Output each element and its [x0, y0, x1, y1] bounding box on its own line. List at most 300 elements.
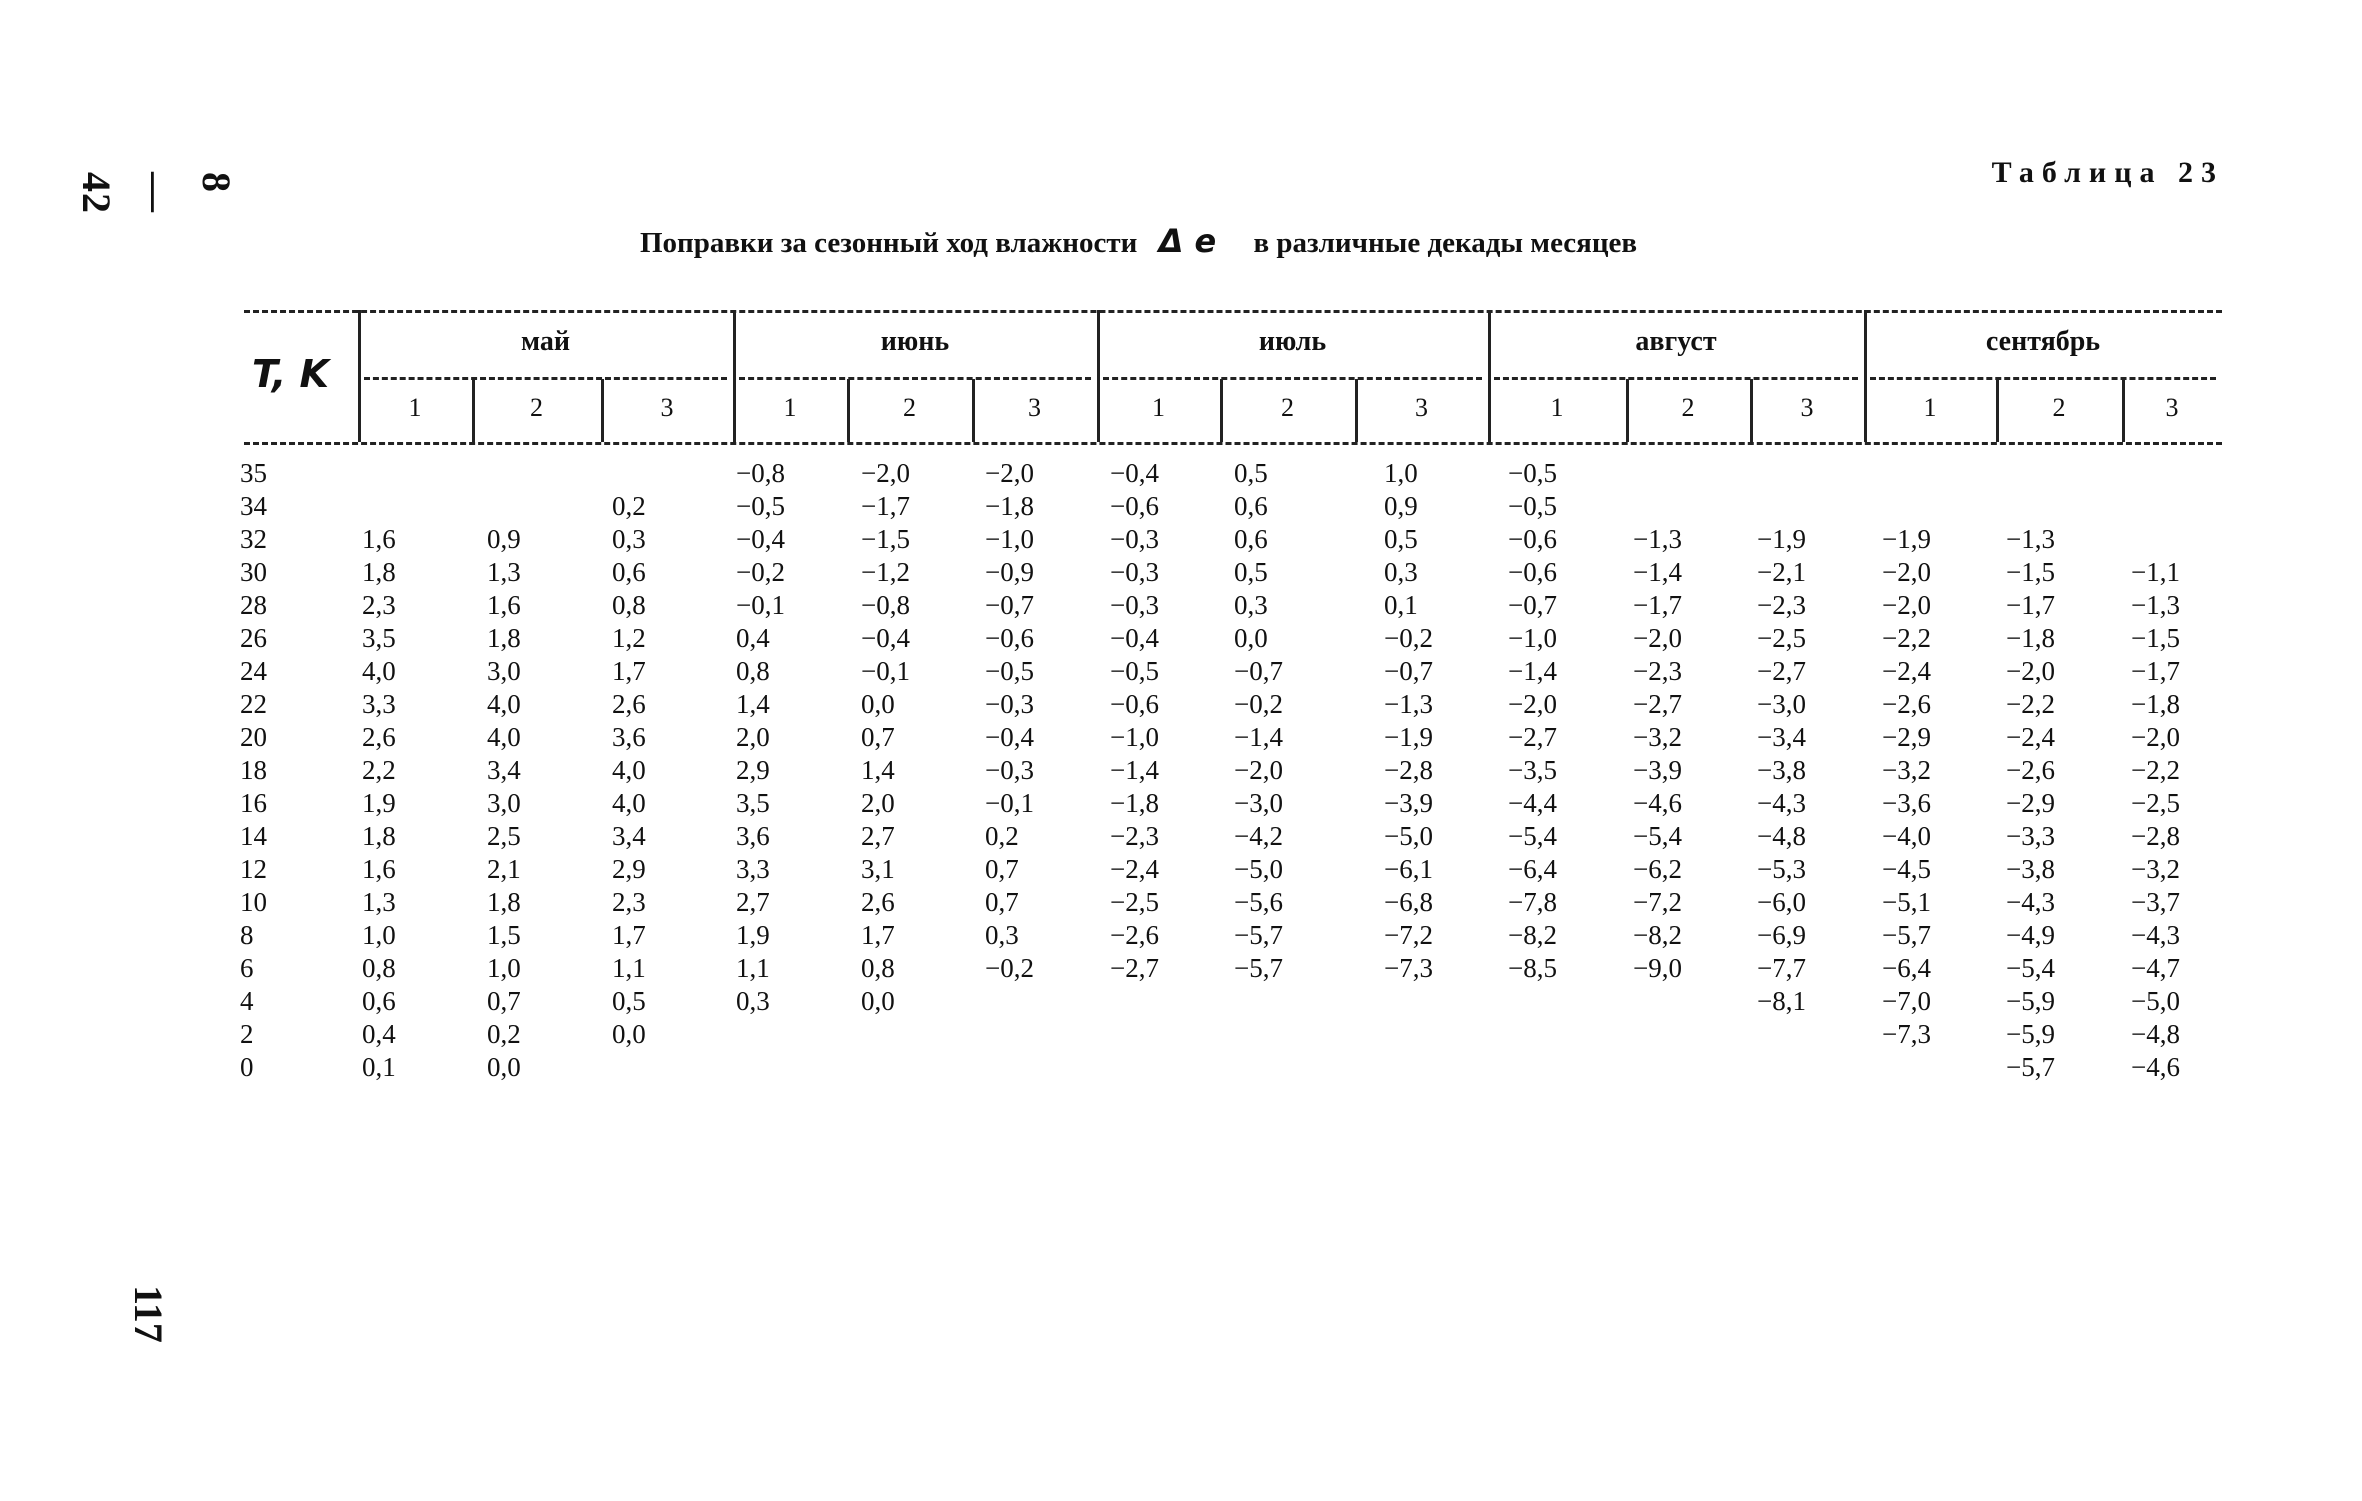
table-cell: −1,9	[1757, 524, 1806, 554]
table-cell: −3,6	[1882, 788, 1931, 818]
table-cell: 0,5	[1234, 458, 1268, 488]
table-cell: −0,9	[985, 557, 1034, 587]
page-number: 117	[126, 1285, 171, 1343]
table-cell: −3,3	[2006, 821, 2055, 851]
delta-e-symbol: Δ e	[1158, 222, 1217, 260]
table-cell: −2,6	[2006, 755, 2055, 785]
divider-decade	[1750, 379, 1753, 442]
table-cell: −0,2	[985, 953, 1034, 983]
table-cell: −3,9	[1633, 755, 1682, 785]
row-temperature: 8	[240, 920, 254, 950]
table-cell: −4,9	[2006, 920, 2055, 950]
table-cell: −2,5	[1110, 887, 1159, 917]
table-cell: −0,5	[736, 491, 785, 521]
month-subrule	[1494, 377, 1858, 380]
title-text-before: Поправки за сезонный ход влажности	[640, 227, 1138, 259]
table-cell: 2,2	[362, 755, 396, 785]
table-cell: −1,4	[1633, 557, 1682, 587]
table-cell: 1,6	[362, 524, 396, 554]
rule-header-bottom	[244, 442, 2222, 445]
table-cell: −5,7	[1234, 953, 1283, 983]
divider-decade	[847, 379, 850, 442]
table-cell: −7,7	[1757, 953, 1806, 983]
table-cell: −2,0	[1882, 557, 1931, 587]
table-cell: 1,4	[861, 755, 895, 785]
table-cell: 3,1	[861, 854, 895, 884]
table-cell: −2,2	[2006, 689, 2055, 719]
row-temperature: 0	[240, 1052, 254, 1082]
table-cell: −1,9	[1384, 722, 1433, 752]
table-cell: −1,7	[2131, 656, 2180, 686]
divider-decade	[972, 379, 975, 442]
table-cell: 2,7	[861, 821, 895, 851]
table-cell: −0,5	[1110, 656, 1159, 686]
table-cell: 1,7	[861, 920, 895, 950]
table-cell: 1,6	[362, 854, 396, 884]
table-cell: 1,7	[612, 656, 646, 686]
table-cell: −0,6	[1110, 491, 1159, 521]
table-cell: −0,7	[1508, 590, 1557, 620]
table-cell: 3,3	[362, 689, 396, 719]
table-cell: −5,7	[2006, 1052, 2055, 1082]
table-cell: −6,2	[1633, 854, 1682, 884]
table-cell: 1,1	[736, 953, 770, 983]
table-cell: 2,0	[736, 722, 770, 752]
table-cell: −1,2	[861, 557, 910, 587]
table-cell: −0,4	[1110, 458, 1159, 488]
decade-header: 3	[1800, 393, 1814, 422]
month-header: май	[520, 326, 570, 357]
table-cell: 2,6	[861, 887, 895, 917]
table-cell: −5,6	[1234, 887, 1283, 917]
decade-header: 1	[408, 393, 422, 422]
table-cell: 2,9	[612, 854, 646, 884]
table-cell: −4,6	[1633, 788, 1682, 818]
table-cell: −1,7	[1633, 590, 1682, 620]
decade-header: 3	[1415, 393, 1428, 422]
table-cell: 1,9	[736, 920, 770, 950]
table-cell: −5,4	[1633, 821, 1682, 851]
table-cell: 3,5	[736, 788, 770, 818]
decade-header: 2	[1281, 393, 1294, 422]
table-cell: 0,7	[487, 986, 521, 1016]
decade-header: 2	[2052, 393, 2066, 422]
decade-header: 2	[1681, 393, 1695, 422]
row-temperature: 35	[240, 458, 267, 488]
month-subrule	[1870, 377, 2216, 380]
table-cell: 2,1	[487, 854, 521, 884]
table-cell: −7,3	[1384, 953, 1433, 983]
row-temperature: 24	[240, 656, 267, 686]
table-cell: 1,8	[487, 887, 521, 917]
table-cell: −0,2	[736, 557, 785, 587]
table-cell: 0,9	[487, 524, 521, 554]
table-cell: 3,0	[487, 788, 521, 818]
table-cell: −4,5	[1882, 854, 1931, 884]
table-cell: −2,0	[2006, 656, 2055, 686]
table-cell: 3,6	[736, 821, 770, 851]
table-cell: −0,7	[1384, 656, 1433, 686]
table-cell: −7,2	[1633, 887, 1682, 917]
table-cell: 1,3	[487, 557, 521, 587]
rule-top	[244, 310, 2222, 313]
table-cell: −0,1	[736, 590, 785, 620]
table-cell: −0,6	[1110, 689, 1159, 719]
table-cell: −2,7	[1757, 656, 1806, 686]
table-cell: 0,3	[985, 920, 1019, 950]
table-cell: 0,9	[1384, 491, 1418, 521]
table-cell: 2,7	[736, 887, 770, 917]
table-cell: 0,5	[612, 986, 646, 1016]
table-cell: −2,4	[2006, 722, 2055, 752]
table-cell: −1,5	[861, 524, 910, 554]
table-cell: −3,2	[1633, 722, 1682, 752]
table-cell: −8,1	[1757, 986, 1806, 1016]
table-cell: 0,7	[861, 722, 895, 752]
table-cell: −7,0	[1882, 986, 1931, 1016]
table-cell: −4,8	[1757, 821, 1806, 851]
table-cell: −1,8	[985, 491, 1034, 521]
table-cell: −5,9	[2006, 1019, 2055, 1049]
table-cell: 2,9	[736, 755, 770, 785]
table-cell: −0,3	[1110, 590, 1159, 620]
divider-decade	[601, 379, 604, 442]
table-cell: −3,5	[1508, 755, 1557, 785]
table-cell: −2,8	[1384, 755, 1433, 785]
table-cell: −4,7	[2131, 953, 2180, 983]
table-cell: −3,8	[2006, 854, 2055, 884]
table-cell: −1,5	[2006, 557, 2055, 587]
table-cell: −2,3	[1757, 590, 1806, 620]
table-cell: −2,0	[1882, 590, 1931, 620]
table-cell: −0,5	[985, 656, 1034, 686]
month-header: июнь	[880, 326, 950, 357]
table-cell: −7,8	[1508, 887, 1557, 917]
table-cell: 4,0	[487, 689, 521, 719]
row-temperature: 6	[240, 953, 254, 983]
table-cell: 4,0	[612, 788, 646, 818]
row-temperature: 20	[240, 722, 267, 752]
decade-header: 1	[1152, 393, 1165, 422]
decade-header: 3	[2165, 393, 2179, 422]
table-cell: −3,7	[2131, 887, 2180, 917]
table-cell: −1,1	[2131, 557, 2180, 587]
table-cell: −2,0	[861, 458, 910, 488]
table-cell: −5,4	[2006, 953, 2055, 983]
table-cell: −2,6	[1110, 920, 1159, 950]
table-cell: 0,0	[861, 986, 895, 1016]
table-cell: −2,9	[2006, 788, 2055, 818]
table-cell: 0,3	[612, 524, 646, 554]
decade-header: 2	[530, 393, 543, 422]
table-cell: −4,6	[2131, 1052, 2180, 1082]
table-cell: 0,2	[985, 821, 1019, 851]
side-code: 8—42	[74, 172, 239, 214]
table-cell: −2,0	[985, 458, 1034, 488]
table-cell: −1,0	[1508, 623, 1557, 653]
month-subrule	[364, 377, 727, 380]
table-cell: −0,4	[861, 623, 910, 653]
table-cell: −6,8	[1384, 887, 1433, 917]
table-cell: −1,4	[1508, 656, 1557, 686]
table-cell: −0,6	[1508, 524, 1557, 554]
table-cell: −2,4	[1882, 656, 1931, 686]
table-cell: 1,9	[362, 788, 396, 818]
row-temperature: 16	[240, 788, 267, 818]
table-cell: 0,0	[1234, 623, 1268, 653]
table-cell: −2,2	[2131, 755, 2180, 785]
decade-header: 1	[1923, 393, 1937, 422]
table-cell: −5,7	[1234, 920, 1283, 950]
table-cell: −4,0	[1882, 821, 1931, 851]
table-cell: 0,6	[1234, 524, 1268, 554]
table-cell: −2,7	[1110, 953, 1159, 983]
table-cell: 3,5	[362, 623, 396, 653]
table-cell: 0,2	[487, 1019, 521, 1049]
table-cell: −6,9	[1757, 920, 1806, 950]
table-cell: 1,6	[487, 590, 521, 620]
table-cell: −5,0	[1234, 854, 1283, 884]
table-cell: −3,0	[1757, 689, 1806, 719]
table-cell: 3,6	[612, 722, 646, 752]
row-temperature: 4	[240, 986, 254, 1016]
table-cell: −2,0	[2131, 722, 2180, 752]
table-cell: −1,7	[2006, 590, 2055, 620]
table-cell: 4,0	[612, 755, 646, 785]
table-cell: 0,1	[1384, 590, 1418, 620]
table-cell: 2,6	[362, 722, 396, 752]
decade-header: 1	[783, 393, 797, 422]
table-cell: 4,0	[487, 722, 521, 752]
divider-decade	[1220, 379, 1223, 442]
table-cell: −1,3	[1384, 689, 1433, 719]
table-cell: −1,0	[985, 524, 1034, 554]
table-cell: −0,8	[736, 458, 785, 488]
table-cell: −0,3	[985, 689, 1034, 719]
table-cell: −0,6	[985, 623, 1034, 653]
table-cell: −6,0	[1757, 887, 1806, 917]
table-cell: 0,0	[487, 1052, 521, 1082]
decade-header: 2	[903, 393, 916, 422]
table-cell: 0,5	[1384, 524, 1418, 554]
table-cell: −2,6	[1882, 689, 1931, 719]
table-cell: 1,3	[362, 887, 396, 917]
table-cell: −1,8	[2006, 623, 2055, 653]
table-cell: 3,3	[736, 854, 770, 884]
divider-decade	[472, 379, 475, 442]
table-cell: −0,8	[861, 590, 910, 620]
table-cell: −0,7	[985, 590, 1034, 620]
table-cell: −2,9	[1882, 722, 1931, 752]
table-cell: −5,9	[2006, 986, 2055, 1016]
month-header: июль	[1258, 326, 1327, 357]
table-cell: −2,4	[1110, 854, 1159, 884]
table-cell: 0,8	[736, 656, 770, 686]
table-cell: 1,0	[1384, 458, 1418, 488]
table-cell: −1,8	[1110, 788, 1159, 818]
table-cell: −1,4	[1110, 755, 1159, 785]
divider-decade	[1355, 379, 1358, 442]
table-cell: −0,5	[1508, 491, 1557, 521]
table-cell: −0,3	[1110, 557, 1159, 587]
table-cell: −2,1	[1757, 557, 1806, 587]
table-cell: −3,9	[1384, 788, 1433, 818]
table-cell: −3,4	[1757, 722, 1806, 752]
table-cell: −3,8	[1757, 755, 1806, 785]
table-cell: −5,7	[1882, 920, 1931, 950]
table-cell: 3,4	[612, 821, 646, 851]
table-cell: 2,5	[487, 821, 521, 851]
table-cell: −0,4	[1110, 623, 1159, 653]
divider-decade	[2122, 379, 2125, 442]
table-cell: 0,7	[985, 887, 1019, 917]
table-cell: 0,6	[362, 986, 396, 1016]
table-cell: −0,1	[861, 656, 910, 686]
table-cell: 2,6	[612, 689, 646, 719]
table-cell: 0,7	[985, 854, 1019, 884]
table-cell: −2,3	[1633, 656, 1682, 686]
table-cell: 0,6	[612, 557, 646, 587]
row-temperature: 28	[240, 590, 267, 620]
table-cell: −7,3	[1882, 1019, 1931, 1049]
table-cell: −7,2	[1384, 920, 1433, 950]
table-cell: −2,2	[1882, 623, 1931, 653]
table-cell: −5,3	[1757, 854, 1806, 884]
table-cell: −1,4	[1234, 722, 1283, 752]
table-cell: −2,8	[2131, 821, 2180, 851]
table-cell: −0,3	[985, 755, 1034, 785]
month-header: август	[1635, 326, 1717, 357]
table-cell: −1,9	[1882, 524, 1931, 554]
table-cell: −3,0	[1234, 788, 1283, 818]
table-cell: −2,3	[1110, 821, 1159, 851]
table-cell: 0,0	[861, 689, 895, 719]
month-subrule	[739, 377, 1091, 380]
divider-decade	[1996, 379, 1999, 442]
table-cell: −6,4	[1508, 854, 1557, 884]
table-cell: −1,3	[2006, 524, 2055, 554]
table-cell: −8,2	[1508, 920, 1557, 950]
table-cell: −2,0	[1633, 623, 1682, 653]
title-text-after: в различные декады месяцев	[1253, 227, 1638, 259]
table-cell: 0,5	[1234, 557, 1268, 587]
row-temperature: 26	[240, 623, 267, 653]
table-cell: −4,8	[2131, 1019, 2180, 1049]
table-cell: −1,8	[2131, 689, 2180, 719]
table-cell: −0,1	[985, 788, 1034, 818]
table-cell: 1,8	[362, 557, 396, 587]
table-cell: 2,3	[362, 590, 396, 620]
table-cell: −4,3	[1757, 788, 1806, 818]
table-cell: 0,8	[612, 590, 646, 620]
table-cell: −4,4	[1508, 788, 1557, 818]
table-cell: −2,0	[1234, 755, 1283, 785]
row-temperature: 32	[240, 524, 267, 554]
table-cell: −0,2	[1384, 623, 1433, 653]
row-header-tk: T, K	[252, 352, 329, 396]
table-cell: 0,3	[736, 986, 770, 1016]
table-cell: −4,3	[2006, 887, 2055, 917]
table-cell: −2,7	[1633, 689, 1682, 719]
table-cell: 1,7	[612, 920, 646, 950]
table-cell: −2,5	[2131, 788, 2180, 818]
table-cell: 1,5	[487, 920, 521, 950]
table-cell: −3,2	[1882, 755, 1931, 785]
table-cell: −8,2	[1633, 920, 1682, 950]
table-label: Таблица 23	[1991, 156, 2224, 189]
table-cell: −6,1	[1384, 854, 1433, 884]
table-cell: −0,3	[1110, 524, 1159, 554]
table-cell: −0,7	[1234, 656, 1283, 686]
divider-decade	[1626, 379, 1629, 442]
table-cell: 0,4	[362, 1019, 396, 1049]
table-cell: 1,2	[612, 623, 646, 653]
table-cell: 0,4	[736, 623, 770, 653]
table-cell: 1,8	[362, 821, 396, 851]
table-cell: −2,7	[1508, 722, 1557, 752]
table-cell: −6,4	[1882, 953, 1931, 983]
table-cell: 1,0	[487, 953, 521, 983]
table-cell: −1,7	[861, 491, 910, 521]
month-header: сентябрь	[1985, 326, 2101, 357]
decade-header: 3	[660, 393, 674, 422]
row-temperature: 34	[240, 491, 267, 521]
table-cell: −1,0	[1110, 722, 1159, 752]
table-cell: −0,2	[1234, 689, 1283, 719]
table-cell: 3,4	[487, 755, 521, 785]
table-cell: 0,8	[861, 953, 895, 983]
table-cell: 0,0	[612, 1019, 646, 1049]
table-cell: −8,5	[1508, 953, 1557, 983]
table-cell: −0,4	[736, 524, 785, 554]
row-temperature: 30	[240, 557, 267, 587]
table-cell: 0,1	[362, 1052, 396, 1082]
row-temperature: 22	[240, 689, 267, 719]
table-cell: 0,2	[612, 491, 646, 521]
decade-header: 1	[1550, 393, 1564, 422]
table-cell: 3,0	[487, 656, 521, 686]
table-cell: 2,0	[861, 788, 895, 818]
table-cell: −1,5	[2131, 623, 2180, 653]
row-temperature: 10	[240, 887, 267, 917]
table-cell: 1,1	[612, 953, 646, 983]
table-cell: −5,0	[1384, 821, 1433, 851]
table-cell: 4,0	[362, 656, 396, 686]
table-cell: 0,3	[1384, 557, 1418, 587]
table-cell: −0,4	[985, 722, 1034, 752]
table-cell: 2,3	[612, 887, 646, 917]
row-temperature: 2	[240, 1019, 254, 1049]
table-cell: 1,8	[487, 623, 521, 653]
table-cell: −4,2	[1234, 821, 1283, 851]
table-cell: 1,4	[736, 689, 770, 719]
table-cell: −0,5	[1508, 458, 1557, 488]
table-title	[640, 222, 1920, 260]
row-temperature: 14	[240, 821, 267, 851]
table-cell: −1,3	[2131, 590, 2180, 620]
table-cell: −5,4	[1508, 821, 1557, 851]
month-subrule	[1103, 377, 1482, 380]
table-cell: 0,3	[1234, 590, 1268, 620]
row-temperature: 18	[240, 755, 267, 785]
table-cell: −1,3	[1633, 524, 1682, 554]
decade-header: 3	[1028, 393, 1041, 422]
table-cell: −5,1	[1882, 887, 1931, 917]
table-cell: 1,0	[362, 920, 396, 950]
table-cell: 0,6	[1234, 491, 1268, 521]
row-temperature: 12	[240, 854, 267, 884]
table-cell: −2,0	[1508, 689, 1557, 719]
